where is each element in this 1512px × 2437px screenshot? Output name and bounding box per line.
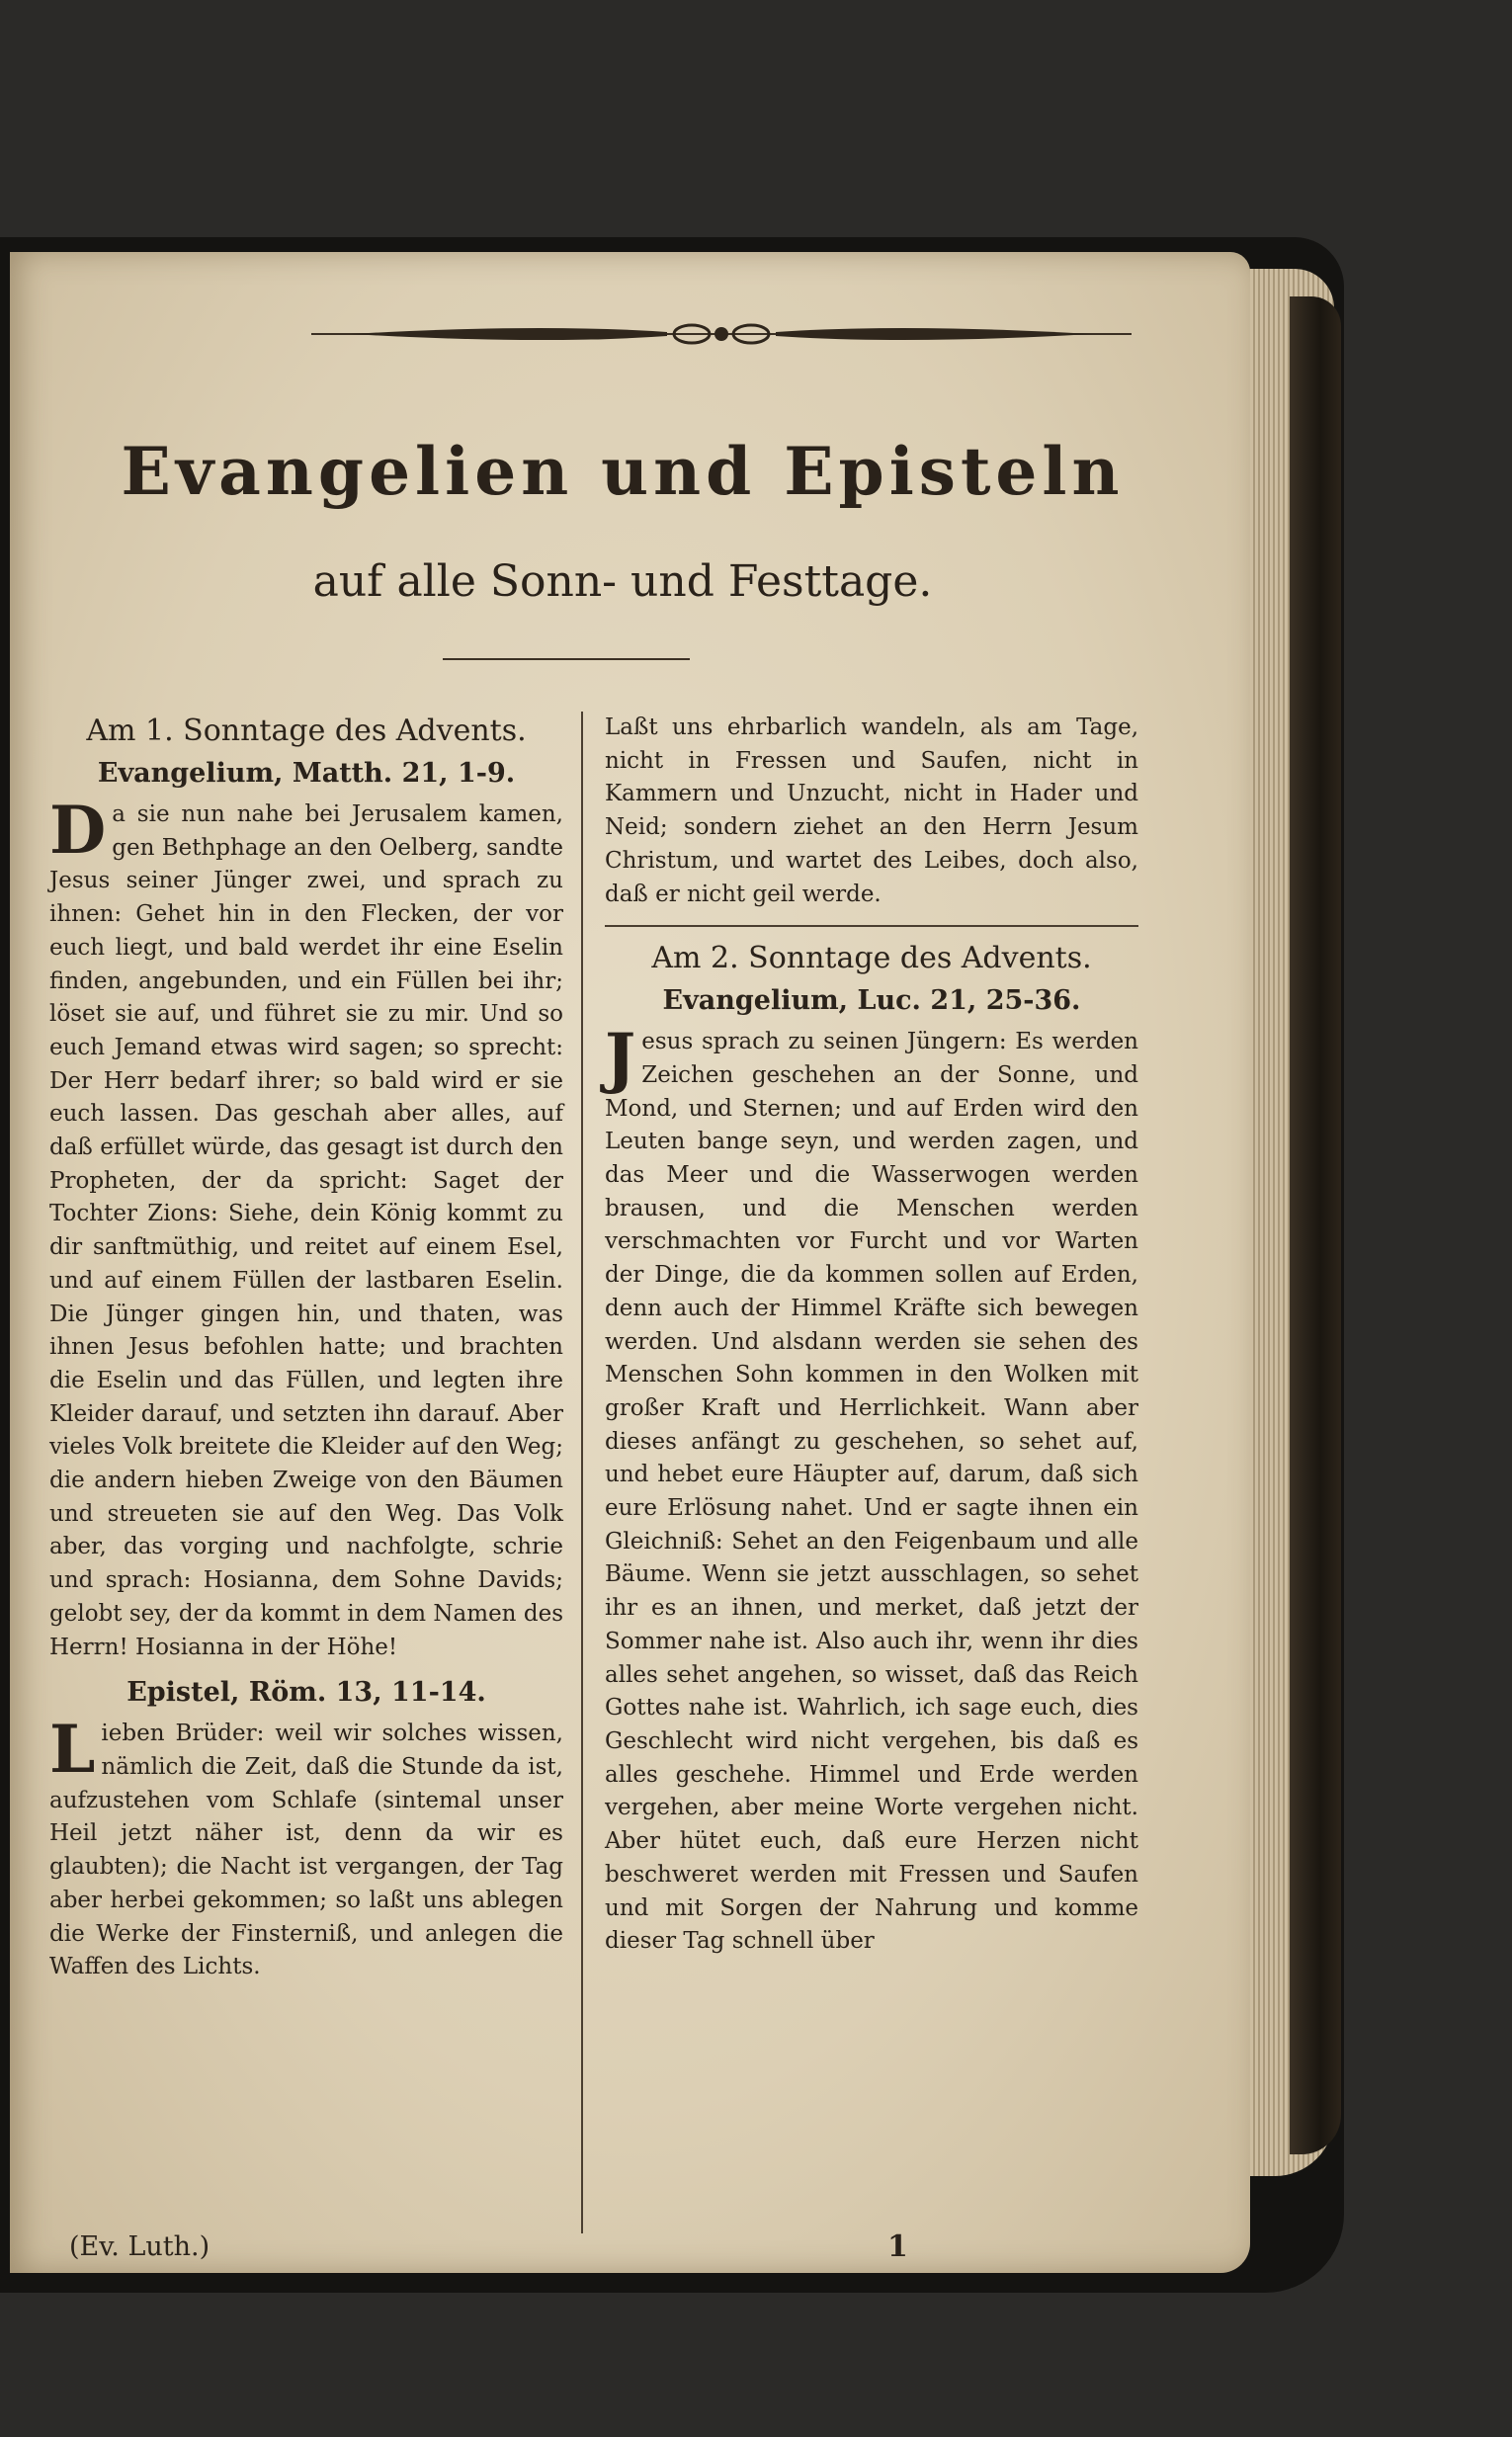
epistle1-continued-text: Laßt uns ehrbarlich wandeln, als am Tage, nicht in Fressen und Saufen, nicht in Kammern und Unzucht, nicht in Hader und Neid; sondern ziehet an den Herrn Jesum Christum, und wartet des Leibes, doch also, daß er nicht geil werde. — [605, 714, 1138, 907]
column-divider — [581, 712, 583, 2233]
gospel1-text: Da sie nun nahe bei Jerusalem kamen, gen Bethphage an den Oelberg, sandte Jesus seiner Jünger zwei, und sprach zu ihnen: Gehet hin in den Flecken, der vor euch liegt, und bald werdet ihr eine Eselin finden, angebunden, und ein Füllen bei ihr; löset sie auf, und führet sie zu mir. Und so euch Jemand etwas wird sagen; so sprecht: Der Herr bedarf ihrer; so bald wird er sie euch lassen. Das geschah aber alles, auf daß erfüllet würde, das gesagt ist durch den Propheten, der da spricht: Saget der Tochter Zions: Siehe, dein König kommt zu dir sanftmüthig, und reitet auf einem Esel, und auf einem Füllen der lastbaren Eselin. Die Jünger gingen hin, und thaten, was ihnen Jesus befohlen hatte; und brachten die Eselin und das Füllen, und legten ihre Kleider darauf, und setzten ihn darauf. Aber vieles Volk breitete die Kleider auf den Weg; die andern hieben Zweige von den Bäumen und streueten sie auf den Weg. Das Volk aber, das vorging und nachfolgte, schrie und sprach: Hosianna, dem Sohne Davids; gelobt sey, der da kommt in dem Namen des Herrn! Hosianna in der Höhe! — [49, 792, 563, 1660]
right-column — [605, 712, 1138, 1969]
page-number: 1 — [887, 2229, 908, 2264]
gospel2-source: Evangelium, Luc. 21, 25-36. — [662, 985, 1081, 1017]
book-spine — [1290, 296, 1341, 2154]
title-rule — [443, 658, 690, 660]
page-title: Evangelien und Episteln — [121, 433, 1125, 510]
page-subtitle: auf alle Sonn- und Festtage. — [312, 556, 933, 607]
section-divider — [605, 925, 1138, 927]
footer-note: (Ev. Luth.) — [69, 2231, 210, 2262]
gospel1-source: Evangelium, Matth. 21, 1-9. — [97, 758, 516, 789]
epistle1-source: Epistel, Röm. 13, 11-14. — [126, 1677, 486, 1709]
sunday1-heading: Am 1. Sonntage des Advents. — [86, 714, 527, 748]
epistle1-text: Lieben Brüder: weil wir solches wissen, nämlich die Zeit, daß die Stunde da ist, aufzustehen vom Schlafe (sintemal unser Heil jetzt näher ist, denn da wir es glaubten); die Nacht ist vergangen, der Tag aber herbei gekommen; so laßt uns ablegen die Werke der Finsterniß, und anlegen die Waffen des Lichts. — [49, 1711, 563, 1980]
gospel2-text: Jesus sprach zu seinen Jüngern: Es werden Zeichen geschehen an der Sonne, und Mond, und Sternen; und auf Erden wird den Leuten bange seyn, und werden zagen, und das Meer und die Wasserwogen werden brausen, und die Menschen werden verschmachten vor Furcht und vor Warten der Dinge, die da kommen sollen auf Erden, denn auch der Himmel Kräfte sich bewegen werden. Und alsdann werden sie sehen des Menschen Sohn kommen in den Wolken mit großer Kraft und Herrlichkeit. Wann aber dieses anfängt zu geschehen, so sehet auf, und hebet eure Häupter auf, darum, daß sich eure Erlösung nahet. Und er sagte ihnen ein Gleichniß: Sehet an den Feigenbaum und alle Bäume. Wenn sie jetzt ausschlagen, so sehet ihr es an ihnen, und merket, daß jetzt der Sommer nahe ist. Also auch ihr, wenn ihr dies alles sehet angehen, so wisset, daß das Reich Gottes nahe ist. Wahrlich, ich sage euch, dies Geschlecht wird nicht vergehen, bis daß es alles geschehe. Himmel und Erde werden vergehen, aber meine Worte vergehen nicht. Aber hütet euch, daß eure Herzen nicht beschweret werden mit Fressen und Saufen und mit Sorgen der Nahrung und komme dieser Tag schnell über — [605, 1019, 1138, 1955]
sunday2-heading: Am 2. Sonntage des Advents. — [651, 941, 1092, 976]
ornament-divider-icon — [311, 321, 1132, 347]
left-column — [49, 712, 563, 1994]
